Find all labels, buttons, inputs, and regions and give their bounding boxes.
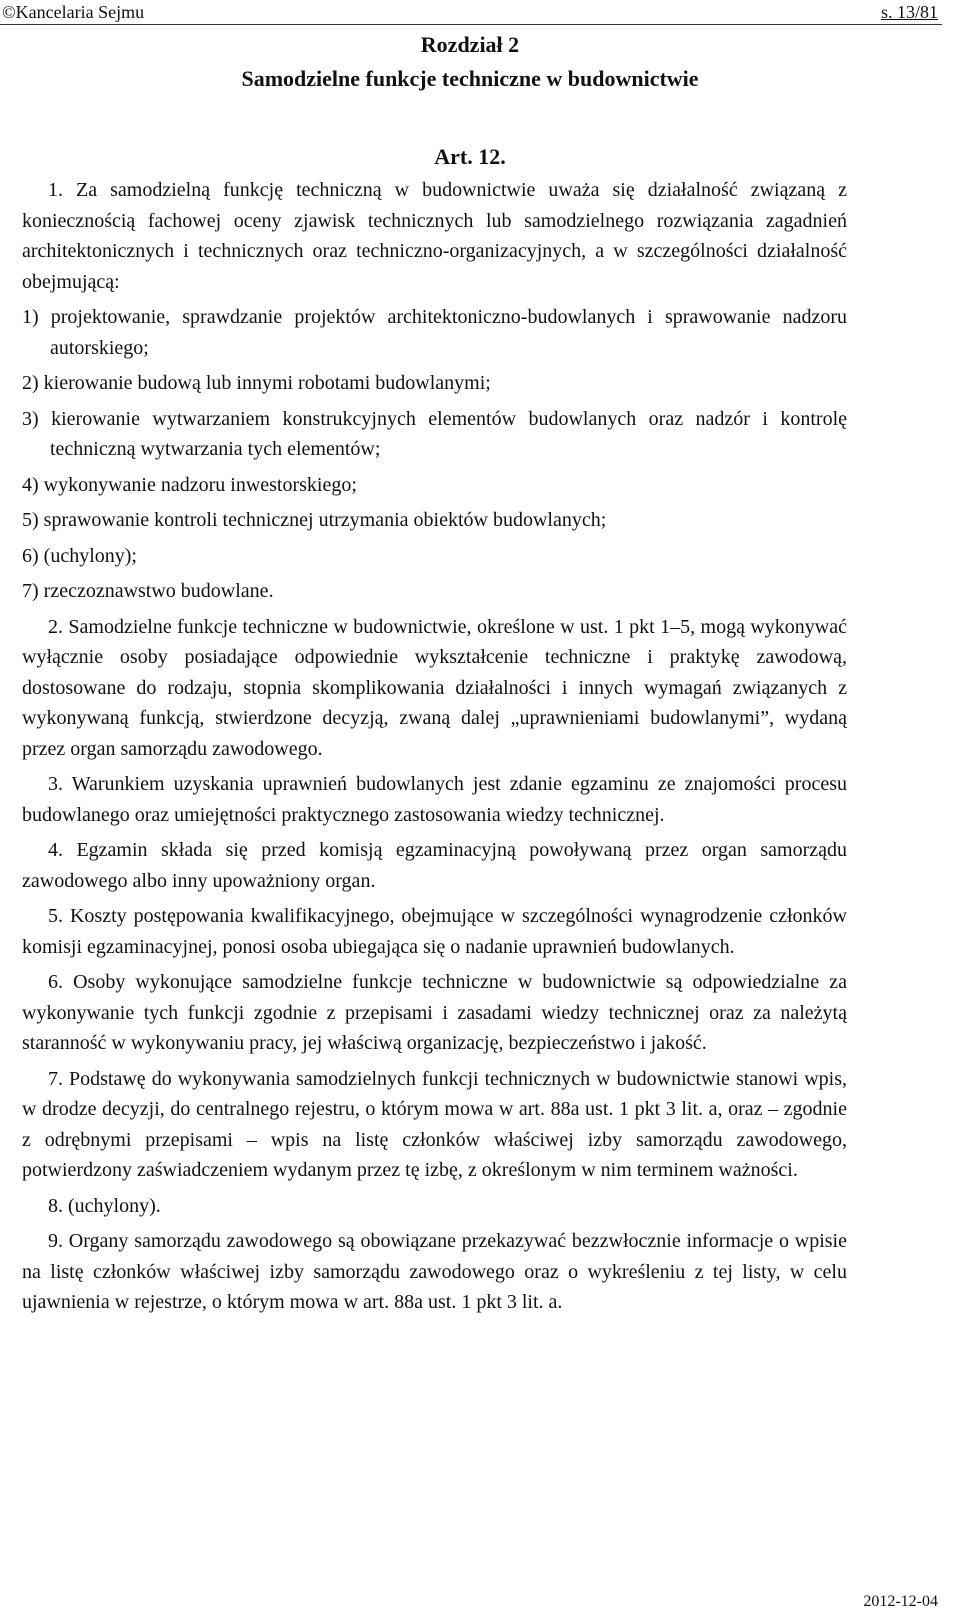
list-item: 5) sprawowanie kontroli technicznej utrzymania obiektów budowlanych; bbox=[22, 509, 607, 531]
list-item: 7) rzeczoznawstwo budowlane. bbox=[22, 580, 274, 602]
list-item: 6) (uchylony); bbox=[22, 544, 137, 567]
article-heading: Art. 12. bbox=[434, 144, 506, 169]
list-item: 3) kierowanie wytwarzaniem konstrukcyjnych elementów budowlanych oraz nadzór i kontrolę techniczną wytwarzania tych elementów; bbox=[22, 407, 847, 460]
list-item: 2) kierowanie budową lub innymi robotami budowlanymi; bbox=[22, 372, 491, 394]
paragraph-5: 5. Koszty postępowania kwalifikacyjnego, obejmujące w szczególności wynagrodzenie członków komisji egzaminacyjnej, ponosi osoba ubiegająca się o nadanie uprawnień budowlanych. bbox=[22, 905, 847, 958]
paragraph-1: 1. Za samodzielną funkcję techniczną w budownictwie uważa się działalność związaną z koniecznością fachowej oceny zjawisk technicznych lub samodzielnego rozwiązania zagadnień architektonicznych i technicznych oraz techniczno-organizacyjnych, a w szczególności działalność obejmującą: bbox=[22, 179, 847, 293]
header-divider bbox=[0, 24, 942, 26]
publisher-label: ©Kancelaria Sejmu bbox=[2, 2, 145, 22]
list-item: 4) wykonywanie nadzoru inwestorskiego; bbox=[22, 473, 357, 496]
paragraph-2: 2. Samodzielne funkcje techniczne w budownictwie, określone w ust. 1 pkt 1–5, mogą wykonywać wyłącznie osoby posiadające odpowiednie wykształcenie techniczne i praktykę zawodową, dostosowane do rodzaju, stopnia skomplikowania działalności i innych wymagań związanych z wykonywaną funkcją, stwierdzone decyzją, zwaną dalej „uprawnieniami budowlanymi”, wydaną przez organ samorządu zawodowego. bbox=[22, 615, 847, 760]
paragraph-7: 7. Podstawę do wykonywania samodzielnych funkcji technicznych w budownictwie stanowi wpis, w drodze decyzji, do centralnego rejestru, o którym mowa w art. 88a ust. 1 pkt 3 lit. a, oraz – zgodnie z odrębnymi przepisami – wpis na listę członków właściwej izby samorządu zawodowego, potwierdzony zaświadczeniem wydanym przez tę izbę, z określonym w nim terminem ważności. bbox=[22, 1067, 847, 1181]
paragraph-1-list bbox=[22, 302, 847, 607]
page-number: s. 13/81 bbox=[880, 2, 938, 22]
document-date: 2012-12-04 bbox=[863, 1593, 938, 1610]
chapter-heading: Rozdział 2 bbox=[420, 32, 520, 57]
paragraph-3: 3. Warunkiem uzyskania uprawnień budowlanych jest zdanie egzaminu ze znajomości procesu budowlanego oraz umiejętności praktycznego zastosowania wiedzy technicznej. bbox=[22, 773, 847, 826]
paragraph-6: 6. Osoby wykonujące samodzielne funkcje techniczne w budownictwie są odpowiedzialne za wykonywanie tych funkcji zgodnie z przepisami i zasadami wiedzy technicznej oraz za należytą staranność w wykonywaniu pracy, jej właściwą organizację, bezpieczeństwo i jakość. bbox=[22, 971, 847, 1054]
paragraph-4: 4. Egzamin składa się przed komisją egzaminacyjną powoływaną przez organ samorządu zawodowego albo inny upoważniony organ. bbox=[22, 839, 847, 892]
paragraph-8: 8. (uchylony). bbox=[48, 1194, 161, 1217]
article-body bbox=[22, 175, 847, 1323]
page-header bbox=[0, 0, 960, 26]
list-item: 1) projektowanie, sprawdzanie projektów architektoniczno-budowlanych i sprawowanie nadzoru autorskiego; bbox=[22, 306, 847, 359]
paragraph-9: 9. Organy samorządu zawodowego są obowiązane przekazywać bezzwłocznie informacje o wpisie na listę członków właściwej izby samorządu zawodowego oraz o wykreśleniu z tej listy, w celu ujawnienia w rejestrze, o którym mowa w art. 88a ust. 1 pkt 3 lit. a. bbox=[22, 1230, 847, 1313]
chapter-title: Samodzielne funkcje techniczne w budownictwie bbox=[241, 66, 699, 91]
